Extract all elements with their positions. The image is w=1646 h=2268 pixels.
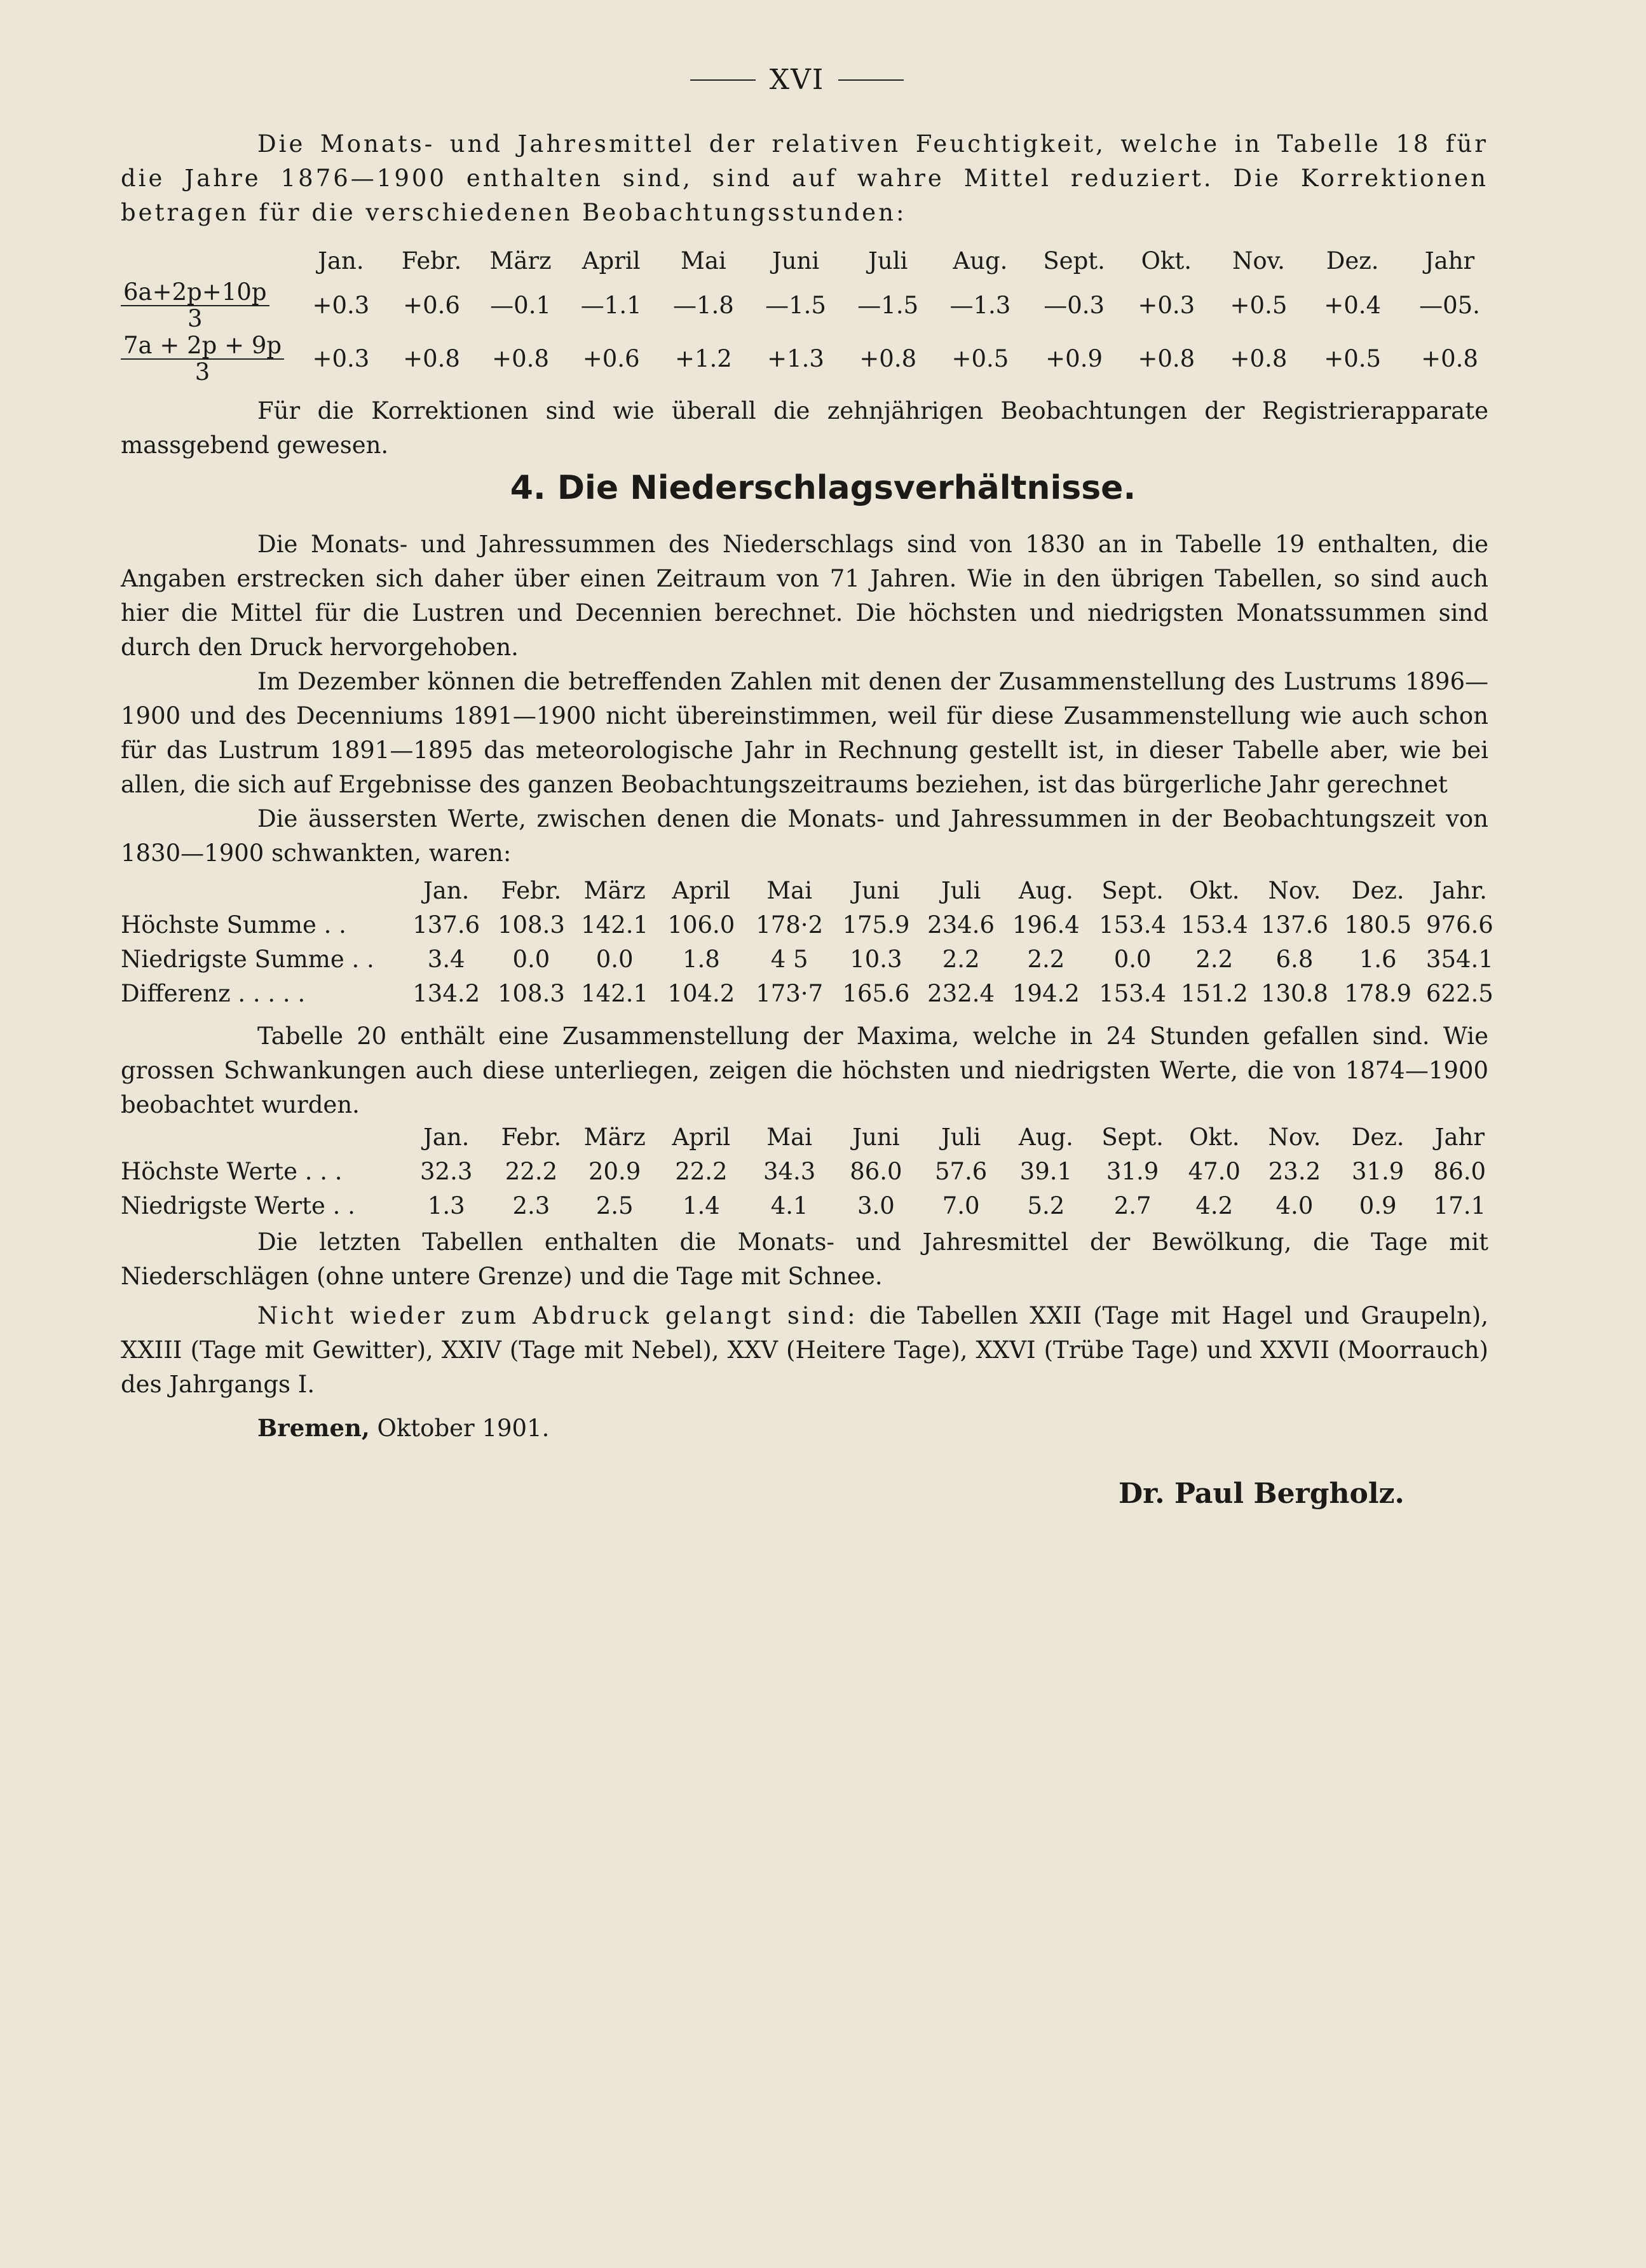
sums-col-header: März: [583, 876, 646, 904]
correction-header-row: [121, 243, 1500, 278]
sums-row: [121, 907, 1500, 942]
sums-row-label: Höchste Summe . .: [121, 911, 346, 939]
correction-cell: —1.5: [765, 291, 826, 319]
sums-cell: 6.8: [1275, 945, 1314, 973]
correction-col-header: April: [582, 247, 641, 275]
sums-cell: 2.2: [1027, 945, 1065, 973]
not-printed-lead: Nicht wieder zum Abdruck gelangt sind:: [257, 1302, 858, 1329]
sums-cell: 134.2: [412, 979, 480, 1007]
correction-row: [121, 278, 1500, 332]
correction-col-header: Jan.: [318, 247, 364, 275]
formula-numerator: 6a+2p+10p: [121, 280, 269, 306]
correction-cell: +0.3: [1138, 291, 1195, 319]
correction-cell: +0.9: [1045, 344, 1103, 372]
correction-header-blank: [121, 243, 296, 278]
humidity-section: [121, 127, 1488, 230]
correction-cell: +0.8: [492, 344, 549, 372]
correction-col-header: Sept.: [1043, 247, 1105, 275]
maxima-cell: 34.3: [763, 1157, 816, 1185]
maxima-row-label: Höchste Werte . . .: [121, 1157, 343, 1185]
maxima-cell: 57.6: [934, 1157, 988, 1185]
sums-col-header: Jahr.: [1432, 876, 1487, 904]
maxima-cell: 47.0: [1188, 1157, 1241, 1185]
maxima-cell: 2.5: [595, 1192, 634, 1219]
folio-rule-right: [838, 79, 904, 81]
maxima-paragraph: Tabelle 20 enthält eine Zusammenstellung der Maxima, welche in 24 Stunden gefallen sind. Wie grossen Schwankungen auch diese unterliegen, zeigen die höchsten und niedrigsten Werte, die von 1874—1900 beobachtet wurden.: [121, 1022, 1488, 1118]
maxima-cell: 1.4: [682, 1192, 720, 1219]
correction-cell: +0.4: [1324, 291, 1382, 319]
maxima-text: [121, 1019, 1488, 1122]
sums-cell: 1.8: [682, 945, 720, 973]
maxima-col-header: April: [672, 1123, 731, 1151]
sums-cell: 151.2: [1180, 979, 1248, 1007]
correction-cell: +1.2: [674, 344, 732, 372]
maxima-cell: 31.9: [1351, 1157, 1405, 1185]
maxima-cell: 39.1: [1019, 1157, 1073, 1185]
correction-row: [121, 332, 1500, 385]
sums-cell: 104.2: [667, 979, 735, 1007]
correction-col-header: Jahr: [1424, 247, 1475, 275]
maxima-cell: 3.0: [857, 1192, 895, 1219]
sums-cell: 137.6: [1260, 911, 1328, 939]
sums-cell: 196.4: [1012, 911, 1080, 939]
maxima-cell: 4.0: [1275, 1192, 1314, 1219]
sums-cell: 130.8: [1260, 979, 1328, 1007]
page-number: [676, 64, 918, 96]
maxima-cell: 32.3: [420, 1157, 473, 1185]
correction-col-header: Aug.: [953, 247, 1008, 275]
date: Oktober 1901.: [369, 1415, 550, 1442]
precipitation-paragraph-3: Die äussersten Werte, zwischen denen die Monats- und Jahressummen in der Beobachtungszeit von 1830—1900 schwankten, waren:: [121, 805, 1488, 867]
cloud-paragraph: Die letzten Tabellen enthalten die Monats- und Jahresmittel der Bewölkung, die Tage mit Niederschlägen (ohne untere Grenze) und die Tage mit Schnee.: [121, 1228, 1488, 1290]
correction-col-header: Okt.: [1141, 247, 1192, 275]
correction-col-header: Febr.: [401, 247, 462, 275]
not-printed-rest: die Tabellen XXII (Tage mit Hagel und Graupeln), XXIII (Tage mit Gewitter), XXIV (Tage mit Nebel), XXV (Heitere Tage), XXVI (Trübe Tage) und XXVII (Moorrauch) des Jahrgangs I.: [121, 1302, 1489, 1398]
sums-cell: 175.9: [842, 911, 910, 939]
sums-cell: 234.6: [927, 911, 995, 939]
humidity-correction-table: [121, 243, 1500, 385]
correction-cell: +0.5: [1324, 344, 1382, 372]
correction-cell: +0.8: [1421, 344, 1478, 372]
correction-formula: [121, 278, 296, 332]
correction-note: Für die Korrektionen sind wie überall die zehnjährigen Beobachtungen der Registrierapparate massgebend gewesen.: [121, 397, 1488, 459]
correction-cell: +0.6: [403, 291, 460, 319]
sums-cell: 180.5: [1344, 911, 1412, 939]
correction-formula: [121, 332, 296, 385]
maxima-header-blank: [121, 1120, 403, 1154]
correction-col-header: Dez.: [1326, 247, 1379, 275]
correction-cell: +0.6: [582, 344, 640, 372]
correction-cell: +0.8: [1230, 344, 1288, 372]
maxima-col-header: Aug.: [1018, 1123, 1073, 1151]
formula-numerator: 7a + 2p + 9p: [121, 333, 284, 360]
correction-cell: +0.5: [1230, 291, 1288, 319]
sums-header-blank: [121, 873, 403, 907]
correction-col-header: Juli: [868, 247, 908, 275]
correction-cell: —0.3: [1044, 291, 1105, 319]
extreme-sums-table: [121, 873, 1500, 1010]
maxima-col-header: Febr.: [501, 1123, 562, 1151]
formula-denominator: 3: [194, 358, 210, 386]
maxima-cell: 2.3: [512, 1192, 550, 1219]
precipitation-paragraph-2: Im Dezember können die betreffenden Zahlen mit denen der Zusammenstellung des Lustrums 1896—1900 und des Decenniums 1891—1900 nicht übereinstimmen, weil für diese Zusammenstellung wie auch schon für das Lustrum 1891—1895 das meteorologische Jahr in Rechnung gestellt ist, in dieser Tabelle aber, wie bei allen, die sich auf Ergebnisse des ganzen Beobachtungszeitraums beziehen, ist das bürgerliche Jahr gerechnet: [121, 668, 1488, 798]
maxima-table: [121, 1120, 1500, 1223]
sums-cell: 178·2: [756, 911, 824, 939]
sums-header-row: [121, 873, 1500, 907]
maxima-cell: 4.1: [770, 1192, 808, 1219]
maxima-col-header: Okt.: [1189, 1123, 1240, 1151]
sums-col-header: Okt.: [1189, 876, 1240, 904]
sums-row: [121, 942, 1500, 976]
sums-cell: 153.4: [1180, 911, 1248, 939]
signature: Dr. Paul Bergholz.: [1119, 1477, 1405, 1510]
sums-cell: 153.4: [1099, 979, 1167, 1007]
correction-cell: —05.: [1419, 291, 1480, 319]
formula-denominator: 3: [187, 305, 203, 332]
sums-cell: 153.4: [1099, 911, 1167, 939]
sums-cell: 10.3: [850, 945, 902, 973]
maxima-col-header: Juli: [941, 1123, 981, 1151]
maxima-cell: 17.1: [1433, 1192, 1486, 1219]
maxima-cell: 1.3: [427, 1192, 465, 1219]
maxima-col-header: Dez.: [1351, 1123, 1405, 1151]
sums-cell: 137.6: [412, 911, 480, 939]
maxima-row: [121, 1154, 1500, 1188]
page-number-text: XVI: [769, 64, 825, 96]
maxima-col-header: Sept.: [1101, 1123, 1164, 1151]
sums-cell: 165.6: [842, 979, 910, 1007]
sums-col-header: Aug.: [1018, 876, 1073, 904]
maxima-col-header: März: [583, 1123, 646, 1151]
sums-col-header: Juni: [852, 876, 900, 904]
correction-note-block: [121, 394, 1488, 463]
sums-col-header: Sept.: [1101, 876, 1164, 904]
sums-cell: 354.1: [1425, 945, 1493, 973]
maxima-cell: 86.0: [850, 1157, 902, 1185]
sums-cell: 3.4: [427, 945, 465, 973]
maxima-cell: 0.9: [1359, 1192, 1397, 1219]
correction-cell: —0.1: [490, 291, 551, 319]
correction-cell: +0.8: [1138, 344, 1195, 372]
sums-cell: 178.9: [1344, 979, 1412, 1007]
maxima-cell: 7.0: [942, 1192, 980, 1219]
sums-cell: 173·7: [756, 979, 824, 1007]
correction-cell: +0.8: [403, 344, 460, 372]
sums-cell: 106.0: [667, 911, 735, 939]
sums-col-header: Jan.: [423, 876, 470, 904]
maxima-cell: 23.2: [1268, 1157, 1321, 1185]
maxima-cell: 20.9: [588, 1157, 641, 1185]
correction-cell: +0.3: [312, 344, 370, 372]
maxima-row: [121, 1188, 1500, 1223]
sums-cell: 108.3: [497, 911, 565, 939]
section-heading: 4. Die Niederschlagsverhältnisse.: [510, 469, 1136, 507]
maxima-cell: 4.2: [1195, 1192, 1234, 1219]
maxima-cell: 31.9: [1106, 1157, 1159, 1185]
precipitation-text: [121, 527, 1488, 871]
correction-cell: +1.3: [767, 344, 824, 372]
correction-cell: —1.3: [949, 291, 1011, 319]
sums-cell: 622.5: [1425, 979, 1493, 1007]
maxima-header-row: [121, 1120, 1500, 1154]
maxima-cell: 22.2: [675, 1157, 728, 1185]
maxima-col-header: Mai: [766, 1123, 813, 1151]
sums-col-header: April: [672, 876, 731, 904]
sums-row-label: Differenz . . . . .: [121, 979, 306, 1007]
maxima-cell: 2.7: [1113, 1192, 1152, 1219]
maxima-cell: 86.0: [1433, 1157, 1486, 1185]
place-date-line: [121, 1411, 1488, 1446]
correction-cell: —1.5: [857, 291, 919, 319]
sums-cell: 232.4: [927, 979, 995, 1007]
sums-cell: 108.3: [497, 979, 565, 1007]
correction-cell: +0.5: [951, 344, 1009, 372]
sums-cell: 142.1: [581, 911, 649, 939]
correction-col-header: Mai: [680, 247, 726, 275]
precipitation-paragraph-1: Die Monats- und Jahressummen des Niederschlags sind von 1830 an in Tabelle 19 enthalten, die Angaben erstrecken sich daher über einen Zeitraum von 71 Jahren. Wie in den übrigen Tabellen, so sind auch hier die Mittel für die Lustren und Decennien berechnet. Die höchsten und niedrigsten Monatssummen sind durch den Druck hervorgehoben.: [121, 531, 1488, 661]
closing-text: [121, 1225, 1488, 1446]
correction-cell: +0.3: [312, 291, 370, 319]
sums-cell: 976.6: [1425, 911, 1493, 939]
sums-cell: 142.1: [581, 979, 649, 1007]
humidity-intro: Die Monats- und Jahresmittel der relativen Feuchtigkeit, welche in Tabelle 18 für die Jahre 1876—1900 enthalten sind, sind auf wahre Mittel reduziert. Die Korrektionen betragen für die verschiedenen Beobachtungsstunden:: [121, 130, 1488, 226]
sums-row: [121, 976, 1500, 1010]
sums-col-header: Dez.: [1351, 876, 1405, 904]
correction-cell: +0.8: [859, 344, 917, 372]
not-printed-paragraph: [121, 1299, 1488, 1402]
maxima-col-header: Nov.: [1268, 1123, 1321, 1151]
sums-col-header: Febr.: [501, 876, 562, 904]
sums-col-header: Mai: [766, 876, 813, 904]
sums-cell: 0.0: [512, 945, 550, 973]
sums-cell: 2.2: [942, 945, 980, 973]
sums-cell: 0.0: [595, 945, 634, 973]
maxima-row-label: Niedrigste Werte . .: [121, 1192, 355, 1219]
sums-cell: 194.2: [1012, 979, 1080, 1007]
sums-cell: 1.6: [1359, 945, 1397, 973]
correction-col-header: Juni: [772, 247, 820, 275]
maxima-col-header: Jan.: [423, 1123, 470, 1151]
correction-col-header: Nov.: [1232, 247, 1285, 275]
folio-rule-left: [690, 79, 756, 81]
correction-cell: —1.8: [672, 291, 734, 319]
maxima-cell: 22.2: [505, 1157, 558, 1185]
sums-row-label: Niedrigste Summe . .: [121, 945, 374, 973]
maxima-col-header: Juni: [852, 1123, 900, 1151]
sums-col-header: Nov.: [1268, 876, 1321, 904]
sums-cell: 2.2: [1195, 945, 1234, 973]
sums-col-header: Juli: [941, 876, 981, 904]
sums-cell: 0.0: [1113, 945, 1152, 973]
correction-cell: —1.1: [580, 291, 642, 319]
maxima-cell: 5.2: [1027, 1192, 1065, 1219]
correction-col-header: März: [489, 247, 552, 275]
sums-cell: 4 5: [770, 945, 808, 973]
place: Bremen,: [257, 1414, 370, 1442]
maxima-col-header: Jahr: [1434, 1123, 1485, 1151]
